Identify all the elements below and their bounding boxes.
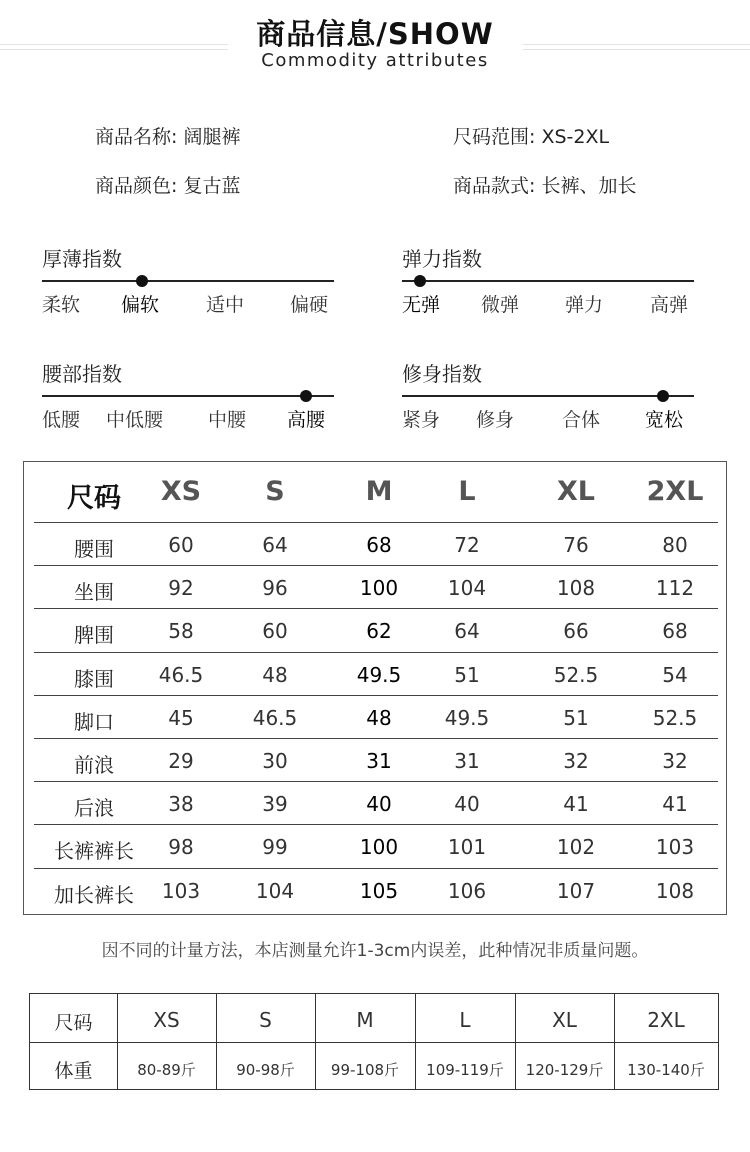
waist-index-title: 腰部指数 <box>42 362 122 386</box>
table-cell: 49.5 <box>444 705 490 730</box>
table-cell: 101 <box>447 835 487 860</box>
table-row <box>34 868 718 912</box>
fit-index-marker <box>657 390 669 402</box>
table-cell: 112 <box>655 576 695 601</box>
fit-option: 宽松 <box>645 409 684 431</box>
table-cell: 46.5 <box>158 662 204 687</box>
attr-size-range: 尺码范围: XS-2XL <box>453 126 610 148</box>
thickness-option: 柔软 <box>42 294 81 316</box>
table-cell: 29 <box>168 749 194 773</box>
table-cell: 49.5 <box>356 662 402 687</box>
table-cell: 72 <box>454 533 480 557</box>
table-cell: 51 <box>454 662 480 687</box>
weight-row-cell: 130-140斤 <box>627 1061 705 1079</box>
row-label-cell: 坐围 <box>74 580 114 605</box>
table-cell: 38 <box>168 792 194 817</box>
table-cell: 80 <box>662 533 688 557</box>
elasticity-index-marker <box>414 275 426 287</box>
table-cell: 41 <box>662 792 688 817</box>
table-cell: 108 <box>556 576 596 601</box>
weight-header-cell: XS <box>153 1008 180 1032</box>
weight-row-cell: 109-119斤 <box>426 1061 504 1079</box>
measurement-note: 因不同的计量方法，本店测量允许1-3cm内误差，此种情况非质量问题。 <box>101 941 649 961</box>
row-label-cell: 前浪 <box>74 753 114 777</box>
table-row <box>34 652 718 696</box>
table-cell: 60 <box>168 533 194 557</box>
table-cell: 105 <box>359 878 399 903</box>
table-cell: 62 <box>366 619 392 644</box>
thickness-index-title: 厚薄指数 <box>42 247 122 271</box>
row-label-cell: 脚口 <box>74 709 114 734</box>
header-cell: 尺码 <box>67 483 121 514</box>
thickness-index-marker <box>136 275 148 287</box>
waist-option: 中腰 <box>208 409 247 431</box>
table-cell: 30 <box>262 749 288 773</box>
table-cell: 48 <box>262 662 288 687</box>
table-cell: 104 <box>447 576 487 601</box>
weight-header-cell: L <box>459 1008 471 1032</box>
table-cell: 58 <box>168 619 194 644</box>
table-cell: 60 <box>262 619 288 644</box>
fit-index-title: 修身指数 <box>402 362 482 386</box>
table-cell: 96 <box>262 576 288 601</box>
table-cell: 66 <box>563 619 589 644</box>
elasticity-option: 无弹 <box>402 294 441 316</box>
size-table <box>23 461 727 915</box>
table-cell: 106 <box>447 878 487 903</box>
table-cell: 92 <box>168 576 194 601</box>
row-label-cell: 长裤裤长 <box>54 839 134 864</box>
weight-header-cell: S <box>259 1008 272 1032</box>
fit-index-scale <box>402 395 694 397</box>
thickness-option: 偏软 <box>121 294 160 316</box>
elasticity-option: 弹力 <box>565 294 604 316</box>
weight-header-cell: 2XL <box>647 1008 685 1032</box>
attr-style: 商品款式: 长裤、加长 <box>453 175 637 197</box>
waist-option: 中低腰 <box>106 409 164 431</box>
table-row <box>34 565 718 609</box>
table-cell: 41 <box>563 792 589 817</box>
table-row <box>34 695 718 739</box>
table-cell: 31 <box>366 749 392 773</box>
table-cell: 52.5 <box>652 705 698 730</box>
table-cell: 103 <box>161 878 201 903</box>
header-cell: M <box>365 476 393 507</box>
weight-row-cell: 80-89斤 <box>137 1061 196 1079</box>
table-cell: 100 <box>359 576 399 601</box>
size-table-header <box>24 462 726 522</box>
elasticity-index-title: 弹力指数 <box>402 247 482 271</box>
attr-color: 商品颜色: 复古蓝 <box>95 175 241 197</box>
table-row <box>34 781 718 825</box>
table-cell: 45 <box>168 705 194 730</box>
fit-option: 修身 <box>476 409 515 431</box>
table-cell: 40 <box>454 792 480 817</box>
weight-row-cell: 99-108斤 <box>330 1061 400 1079</box>
waist-option: 低腰 <box>42 409 81 431</box>
weight-table <box>29 993 719 1090</box>
weight-row-cell: 120-129斤 <box>525 1061 604 1079</box>
header-cell: XL <box>556 476 596 507</box>
table-cell: 102 <box>556 835 596 860</box>
table-cell: 52.5 <box>553 662 599 687</box>
elasticity-option: 高弹 <box>650 294 689 316</box>
row-label-cell: 加长裤长 <box>54 882 134 907</box>
thickness-option: 偏硬 <box>290 294 329 316</box>
table-cell: 40 <box>366 792 392 817</box>
row-label-cell: 后浪 <box>74 796 114 821</box>
attr-name: 商品名称: 阔腿裤 <box>95 126 241 148</box>
table-cell: 104 <box>255 878 295 903</box>
waist-index-scale <box>42 395 334 397</box>
table-cell: 99 <box>262 835 288 860</box>
fit-option: 紧身 <box>402 409 441 431</box>
section-subtitle: Commodity attributes <box>261 50 489 71</box>
table-cell: 32 <box>662 749 688 773</box>
section-title: 商品信息/SHOW <box>256 17 494 51</box>
weight-header-cell: 尺码 <box>54 1012 93 1034</box>
table-cell: 54 <box>662 662 688 687</box>
thickness-index-scale <box>42 280 334 282</box>
table-row <box>34 824 718 868</box>
row-label-cell: 腰围 <box>74 537 114 561</box>
table-cell: 68 <box>662 619 688 644</box>
table-cell: 64 <box>454 619 480 644</box>
header-cell: S <box>265 476 285 507</box>
table-row <box>34 522 718 566</box>
header-cell: XS <box>160 476 202 507</box>
header-cell: L <box>458 476 476 507</box>
table-row <box>34 738 718 782</box>
table-cell: 103 <box>655 835 695 860</box>
table-cell: 31 <box>454 749 480 773</box>
table-cell: 108 <box>655 878 695 903</box>
elasticity-option: 微弹 <box>481 294 520 316</box>
table-cell: 51 <box>563 705 589 730</box>
weight-row-cell: 90-98斤 <box>236 1061 295 1079</box>
table-cell: 46.5 <box>252 705 298 730</box>
table-cell: 100 <box>359 835 399 860</box>
waist-option: 高腰 <box>287 409 326 431</box>
elasticity-index-scale <box>402 280 694 282</box>
waist-index-marker <box>300 390 312 402</box>
row-label-cell: 膝围 <box>74 666 114 691</box>
table-cell: 39 <box>262 792 288 817</box>
table-cell: 32 <box>563 749 589 773</box>
fit-option: 合体 <box>562 409 601 431</box>
table-cell: 64 <box>262 533 288 557</box>
row-label-cell: 脾围 <box>74 623 114 648</box>
table-row <box>34 608 718 652</box>
weight-header-cell: XL <box>552 1008 577 1032</box>
table-cell: 98 <box>168 835 194 860</box>
thickness-option: 适中 <box>206 294 245 316</box>
table-cell: 68 <box>366 533 392 557</box>
table-cell: 48 <box>366 705 392 730</box>
table-cell: 76 <box>563 533 589 557</box>
weight-row-cell: 体重 <box>54 1060 93 1082</box>
table-cell: 107 <box>556 878 596 903</box>
weight-header-cell: M <box>356 1008 374 1032</box>
header-cell: 2XL <box>646 476 704 507</box>
